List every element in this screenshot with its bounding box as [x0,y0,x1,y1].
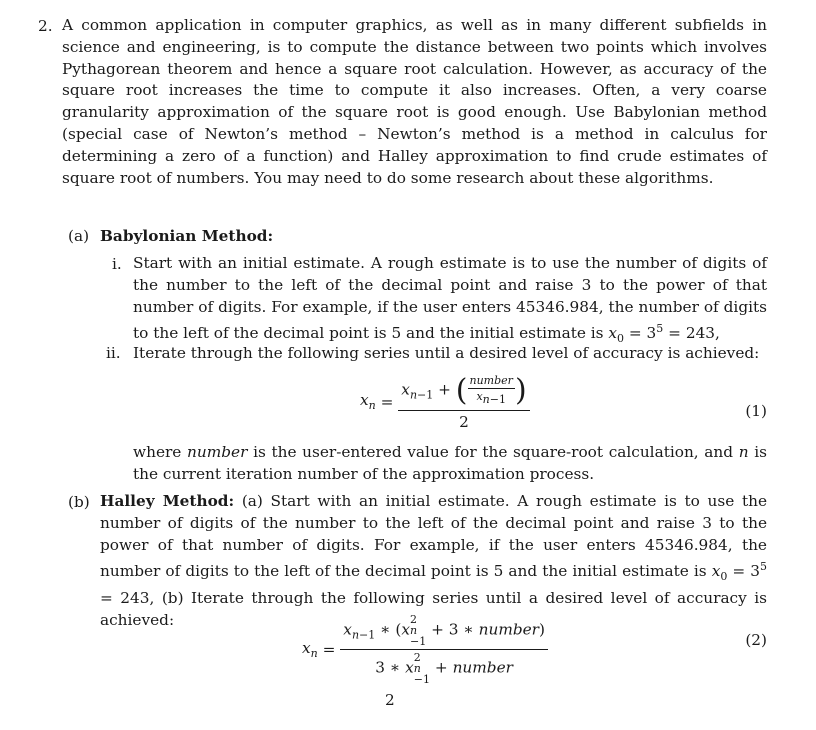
babylonian-fraction: $x_{n-1}$ + ( $\frac{\text{number}}{x_{n-1}}$ ) 2 [398,373,529,431]
equation-1-number: (1) [745,402,767,420]
part-b-text [100,491,767,632]
part-b-title: Halley Method: [100,492,235,510]
explanation-variable: number [187,443,248,461]
explanation-mid: is the user-entered value for the square-root calculation, and [253,443,734,461]
explanation-n: n [738,443,749,461]
equation-2: $x_n$ = $x_{n-1}$ ∗ (x 2 n −1 + 3 ∗ number) 3 ∗ x 2 n −1 + number [302,614,548,670]
equation-1: $x_n$ = $x_{n-1}$ + ( $\frac{\text{number}}{x_{n-1}}$ ) 2 [360,373,530,439]
equation-2-number: (2) [745,631,767,649]
problem-number: 2. [38,17,53,35]
step-i-label: i. [112,255,122,273]
step-i-text [133,253,767,350]
part-b-body-after: (b) Iterate through the following series until a desired level of accuracy is achieved: [100,589,767,630]
step-i-initial-estimate: $x_0 = 3^5 = 243$, [608,322,720,346]
equation-1-explanation [133,442,767,486]
part-b-initial-estimate: $x_0 = 3^5 = 243$, [100,560,767,608]
step-ii-text: Iterate through the following series until a desired level of accuracy is achieved: [133,344,760,362]
part-b-label: (b) [68,493,90,511]
step-i-body: Start with an initial estimate. A rough estimate is to use the number of digits of the number to the left of the decimal point and raise 3 to the power of that number of digits. For example, if the user enters 45346.984, the number of digits to the left of the decimal point is 5 and the initial estimate is [133,254,767,343]
explanation-pre: where [133,443,182,461]
part-a-label: (a) [68,227,90,245]
halley-fraction: $x_{n-1}$ ∗ (x 2 n −1 + 3 ∗ number) 3 ∗ x 2 n −1 + number [340,614,548,685]
part-a-title: Babylonian Method: [100,227,274,245]
explanation-post: is the current iteration number of the approximation process. [133,443,767,483]
part-b-body: (a) Start with an initial estimate. A rough estimate is to use the number of digits of the number to the left of the decimal point and raise 3 to the power of that number of digits. For example, if the user enters 45346.984, the number of digits to the left of the decimal point is 5 and the initial estimate is [100,492,767,581]
step-ii-label: ii. [106,344,121,362]
problem-paragraph: A common application in computer graphics, as well as in many different subfields in science and engineering, is to compute the distance between two points which involves Pythagorean theorem and hence a square root calculation. However, as accuracy of the square root increases the time to compute it also increases. Often, a very coarse granularity approximation of the square root is good enough. Use Babylonian method (special case of Newton’s method – Newton’s method is a method in calculus for determining a zero of a function) and Halley approximation to find crude estimates of square root of numbers. You may need to do some research about these algorithms. [62,16,767,187]
page-number: 2 [385,691,395,709]
